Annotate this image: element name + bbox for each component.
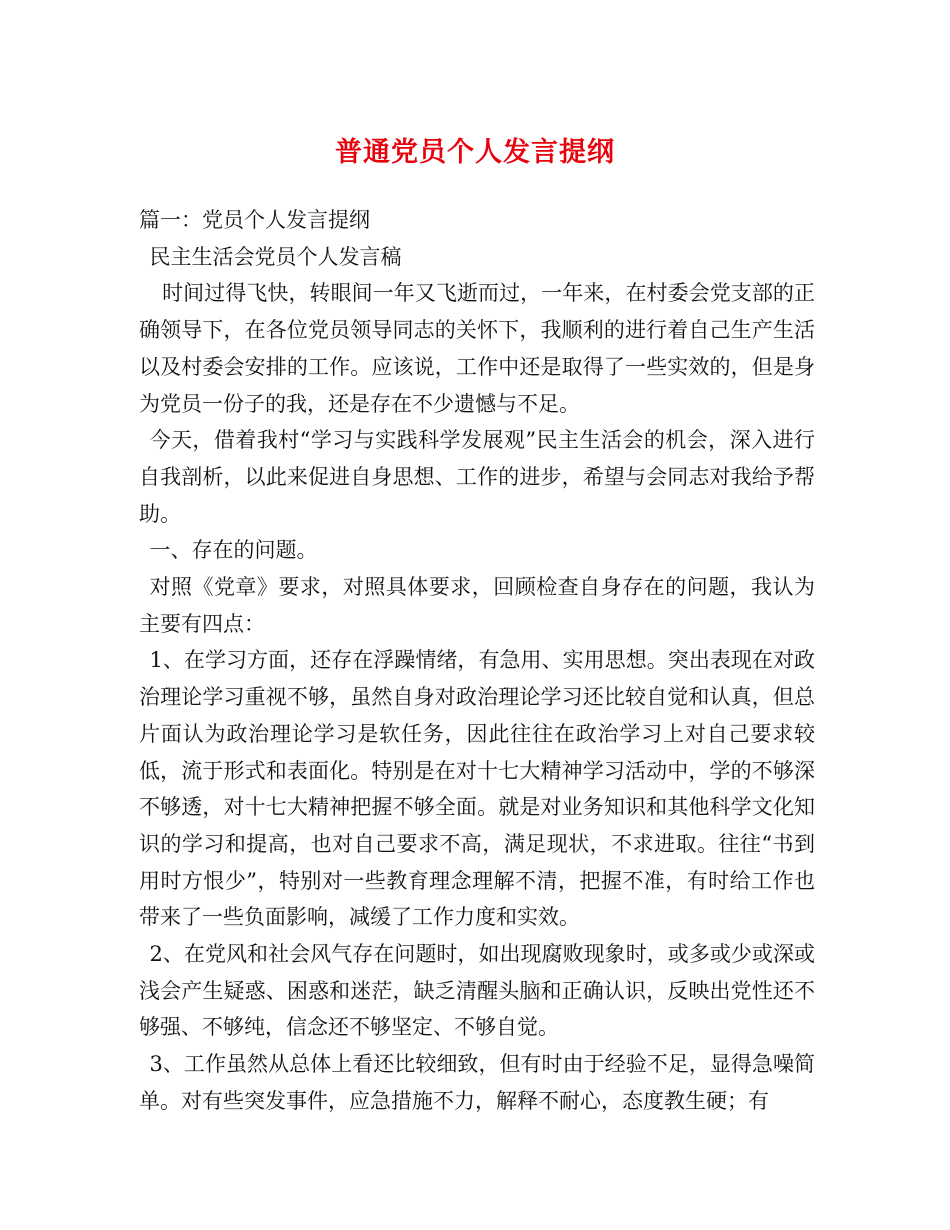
body-paragraph: 今天，借着我村“学习与实践科学发展观”民主生活会的机会，深入进行自我剖析，以此来促进自身思想、工作的进步，希望与会同志对我给予帮助。	[139, 428, 815, 526]
section-heading: 篇一：党员个人发言提纲	[139, 208, 370, 232]
document-title: 普通党员个人发言提纲	[335, 137, 615, 168]
body-paragraph: 时间过得飞快，转眼间一年又飞逝而过，一年来，在村委会党支部的正确领导下，在各位党员领导同志的关怀下，我顺利的进行着自己生产生活以及村委会安排的工作。应该说，工作中还是取得了一些实效的，但是身为党员一份子的我，还是存在不少遗憾与不足。	[139, 281, 815, 416]
subheading: 民主生活会党员个人发言稿	[149, 244, 402, 269]
body-paragraph: 对照《党章》要求，对照具体要求，回顾检查自身存在的问题，我认为主要有四点：	[139, 575, 815, 636]
list-item: 1、在学习方面，还存在浮躁情绪，有急用、实用思想。突出表现在对政治理论学习重视不够，虽然自身对政治理论学习还比较自觉和认真，但总片面认为政治理论学习是软任务，因此往往在政治学习上对自己要求较低，流于形式和表面化。特别是在对十七大精神学习活动中，学的不够深不够透，对十七大精神把握不够全面。就是对业务知识和其他科学文化知识的学习和提高，也对自己要求不高，满足现状，不求进取。往往“书到用时方恨少”，特别对一些教育理念理解不清，把握不准，有时给工作也带来了一些负面影响，减缓了工作力度和实效。	[139, 648, 815, 930]
list-item: 3、工作虽然从总体上看还比较细致，但有时由于经验不足，显得急噪简单。对有些突发事件，应急措施不力，解释不耐心，态度教生硬；有	[139, 1052, 815, 1113]
list-item: 2、在党风和社会风气存在问题时，如出现腐败现象时，或多或少或深或浅会产生疑惑、困惑和迷茫，缺乏清醒头脑和正确认识，反映出党性还不够强、不够纯，信念还不够坚定、不够自觉。	[139, 942, 815, 1040]
section-heading: 一、存在的问题。	[149, 538, 318, 563]
document-body	[139, 202, 815, 1120]
